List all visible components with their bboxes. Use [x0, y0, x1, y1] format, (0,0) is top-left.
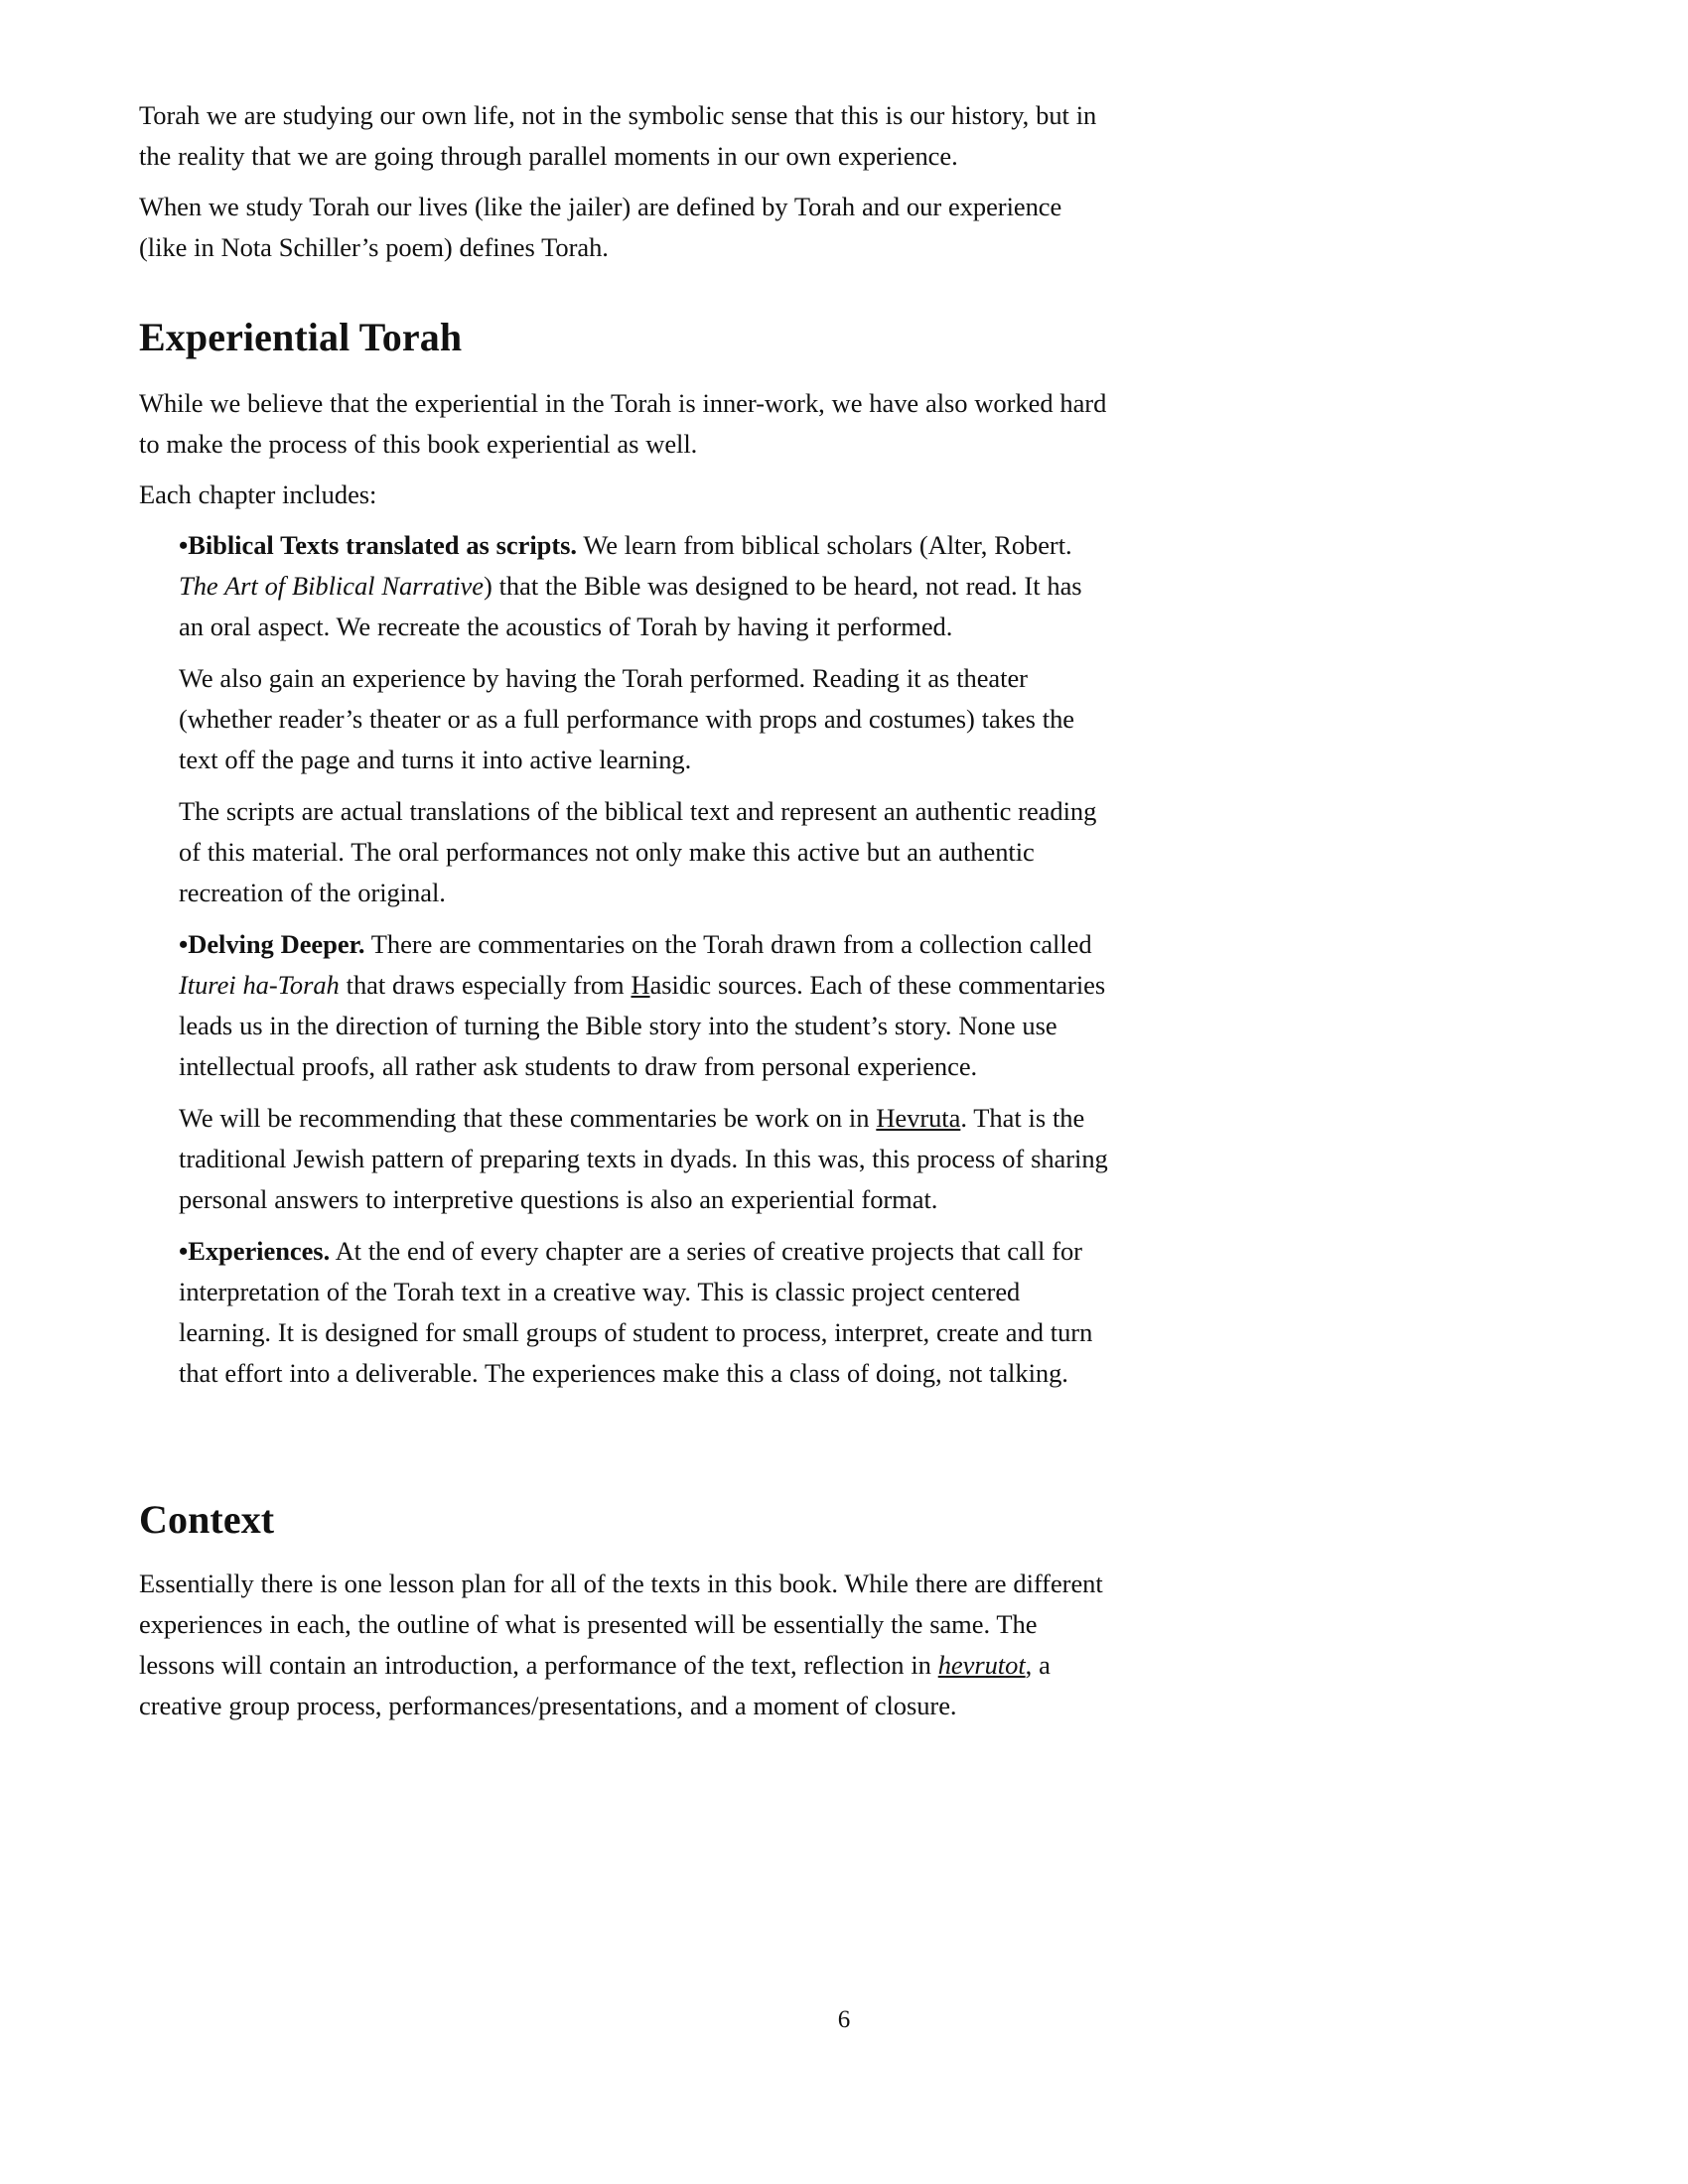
list-item-term: Experiences. — [188, 1236, 331, 1266]
list-item-text-after-title: ) that the Bible was designed to be heard, not read. It has an oral aspect. We recreate the acoustics of Torah by having it performed. — [179, 571, 1082, 641]
list-item-text-before-title: There are commentaries on the Torah drawn from a collection called — [364, 929, 1092, 959]
paragraph-context-body — [139, 1564, 1112, 1726]
bullet-marker: • — [179, 929, 189, 959]
paragraph-we-will-be-recommending — [179, 1098, 1112, 1220]
page-number: 6 — [837, 2006, 851, 2033]
context-text-before-hevrutot: Essentially there is one lesson plan for all of the texts in this book. While there are different experiences in each, the outline of what is presented will be essentially the same. The lessons will contain an introduction, a performance of the text, reflection in — [139, 1569, 1103, 1680]
paragraph-text-before-hevruta: We will be recommending that these commentaries be work on in — [179, 1103, 877, 1133]
heading-experiential-torah: Experiential Torah — [139, 315, 463, 359]
paragraph-text-after-hevruta: . That is the traditional Jewish pattern of preparing texts in dyads. In this was, this process of sharing personal answers to interpretive questions is also an experiential format. — [179, 1103, 1108, 1214]
list-item-term: Delving Deeper. — [188, 929, 365, 959]
bullet-marker: • — [179, 530, 189, 560]
paragraph-the-scripts-are: The scripts are actual translations of the biblical text and represent an authentic reading of this material. The oral performances not only make this active but an authentic recreation of the original. — [179, 796, 1097, 907]
list-item-text-mid: that draws especially from — [339, 970, 632, 1000]
paragraph-experiential-intro: While we believe that the experiential in the Torah is inner-work, we have also worked hard to make the process of this book experiential as well. — [139, 388, 1107, 459]
section-spacer — [139, 1405, 1112, 1429]
list-item — [179, 924, 1112, 1087]
list-item-text-before-title: We learn from biblical scholars (Alter, Robert. — [576, 530, 1072, 560]
list-item — [179, 1231, 1112, 1394]
paragraph-when-we-study: When we study Torah our lives (like the jailer) are defined by Torah and our experience (like in Nota Schiller’s poem) defines Torah. — [139, 192, 1062, 262]
underlined-het-letter: H — [631, 970, 650, 1000]
list-item-term: Biblical Texts translated as scripts. — [188, 530, 577, 560]
bullet-marker: • — [179, 1236, 189, 1266]
paragraph-each-chapter-includes: Each chapter includes: — [139, 479, 377, 509]
underlined-term-hevrutot: hevrutot — [937, 1650, 1026, 1680]
list-item — [179, 525, 1112, 647]
heading-context: Context — [139, 1497, 275, 1542]
book-title-the-art-of-biblical-narrative: The Art of Biblical Narrative — [179, 571, 484, 601]
context-text-after-hevrutot: , a creative group process, performances/presentations, and a moment of closure. — [139, 1650, 1051, 1720]
list-item-text: At the end of every chapter are a series of creative projects that call for interpretation of the Torah text in a creative way. This is classic project centered learning. It is designed for small groups of student to process, interpret, create and turn that effort into a deliverable. The experiences make this a class of doing, not talking. — [179, 1236, 1093, 1388]
paragraph-continuation: Torah we are studying our own life, not in the symbolic sense that this is our history, but in the reality that we are going through parallel moments in our own experience. — [139, 100, 1097, 171]
book-title-iturei-ha-torah: Iturei ha-Torah — [179, 970, 340, 1000]
page-content — [139, 95, 1112, 1736]
underlined-term-hevruta: Hevruta — [876, 1103, 961, 1133]
paragraph-we-also-gain: We also gain an experience by having the Torah performed. Reading it as theater (whether reader’s theater or as a full performance with props and costumes) takes the text off the page and turns it into active learning. — [179, 663, 1075, 774]
list-item-text-after-title: asidic sources. Each of these commentaries leads us in the direction of turning the Bible story into the student’s story. None use intellectual proofs, all rather ask students to draw from personal experience. — [179, 970, 1106, 1081]
bullet-list — [179, 525, 1112, 1394]
